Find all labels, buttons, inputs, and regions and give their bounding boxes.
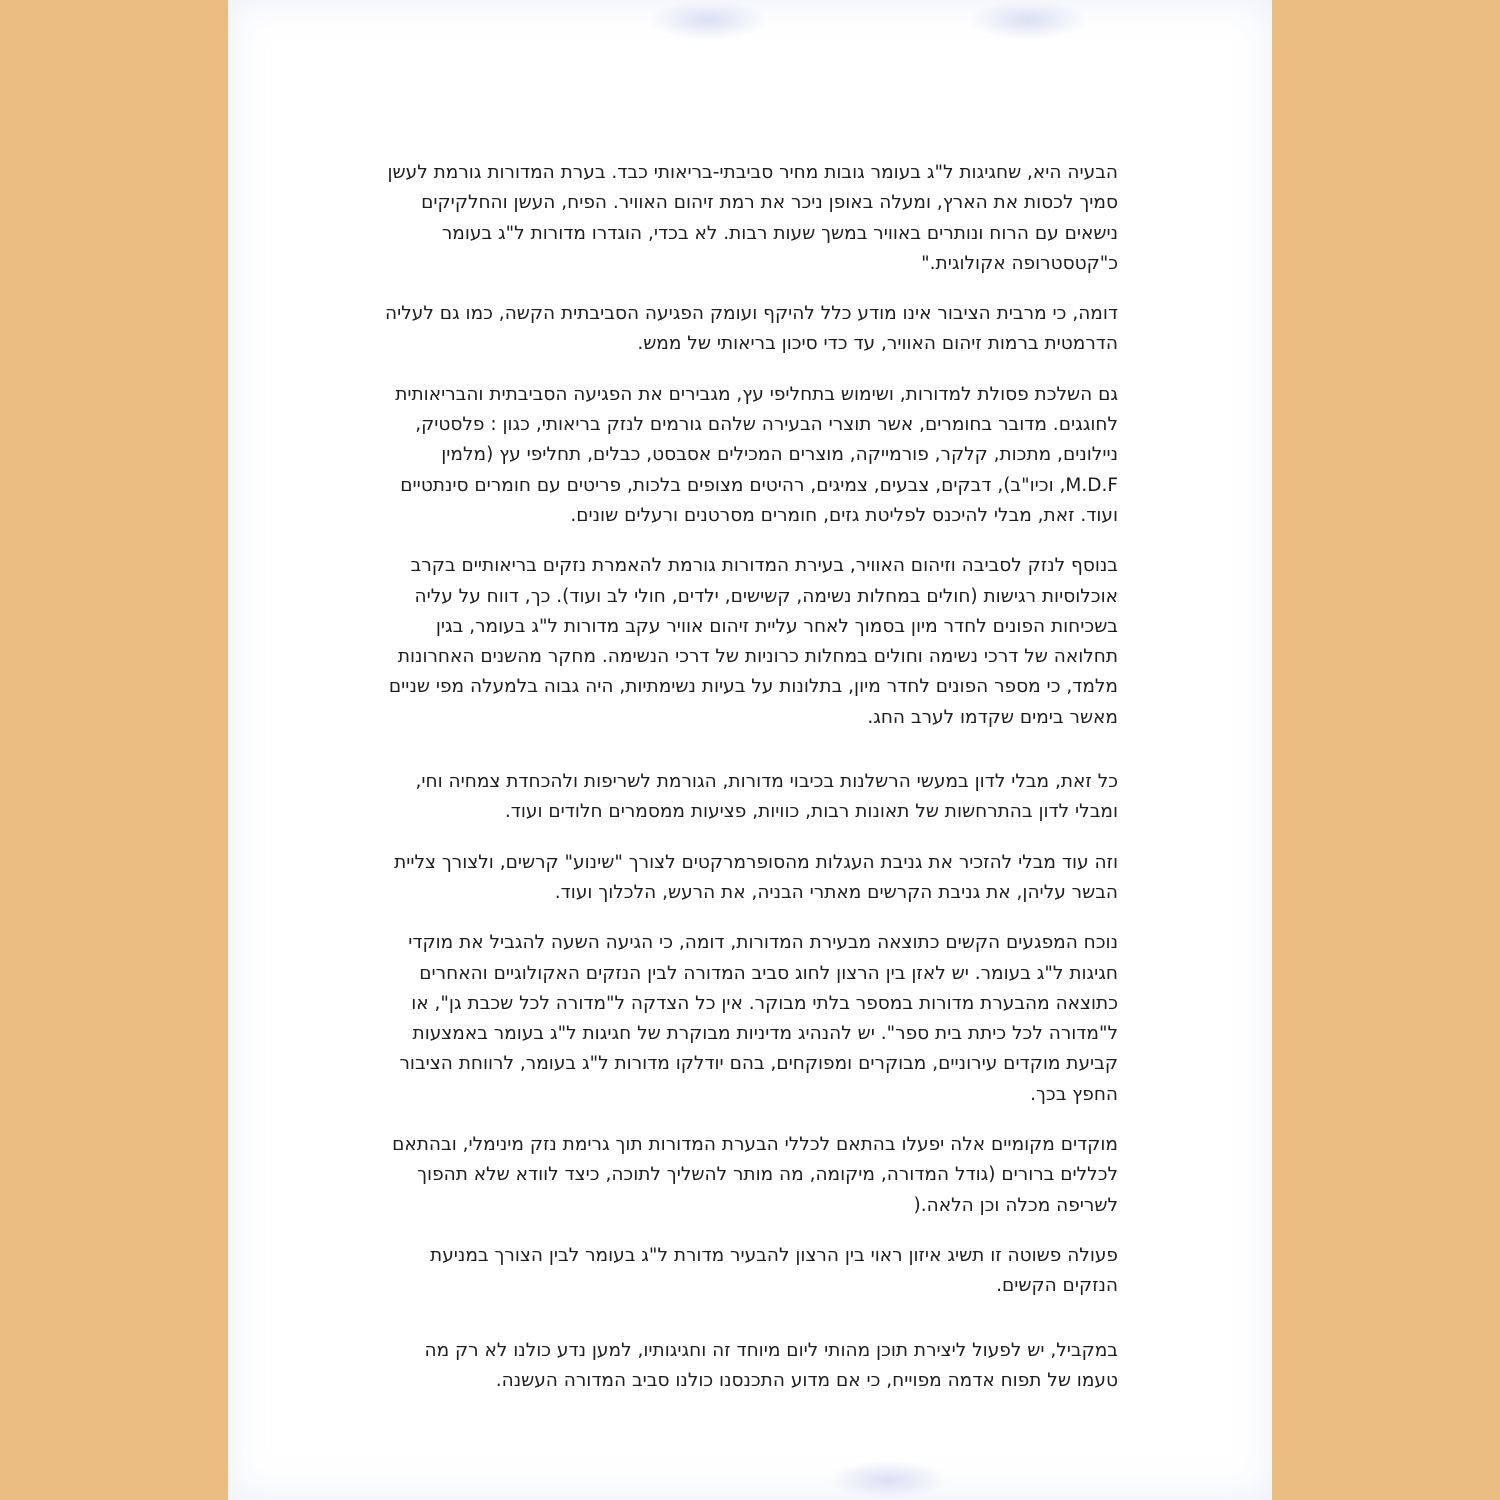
paragraph-waste-materials: גם השלכת פסולת למדורות, ושימוש בתחליפי עץ, מגבירים את הפגיעה הסביבתית והבריאותית לחוגגים. מדובר בחומרים, אשר תוצרי הבעירה שלהם גורמים לנזק בריאותי, כגון : פלסטיק, ניילונים, מתכות, קלקר, פורמייקה, מוצרים המכילים אסבסט, כבלים, תחליפי עץ (מלמין M.D.F, וכיו"ב), דבקים, צבעים, צמיגים, רהיטים מצופים בלכות, פריטים עם חומרים סינתטיים ועוד. זאת, מבלי להיכנס לפליטת גזים, חומרים מסרטנים ורעלים שונים. — [395, 383, 1118, 526]
paragraph-environmental-cost: הבעיה היא, שחגיגות ל"ג בעומר גובות מחיר סביבתי-בריאותי כבד. בערת המדורות גורמת לעשן סמיך לכסות את הארץ, ומעלה באופן ניכר את רמת זיהום האוויר. הפיח, העשן והחלקיקים נישאים עם הרוח ונותרים באוויר במשך שעות רבות. לא בכדי, הוגדרו מדורות ל"ג בעומר כ"קטסטרופה אקולוגית." — [387, 162, 1118, 274]
scan-smudge — [968, 0, 1088, 40]
document-page — [228, 0, 1272, 1500]
paragraph-local-centers: מוקדים מקומיים אלה יפעלו בהתאם לכללי הבערת המדורות תוך גרימת נזק מינימלי, ובהתאם לכללים ברורים (גודל המדורה, מיקומה, מה מותר להשליך לתוכה, כיצד לוודא שלא תהפוך לשריפה מכלה וכן הלאה.( — [392, 1134, 1118, 1216]
paragraph-balance: פעולה פשוטה זו תשיג איזון ראוי בין הרצון להבעיר מדורת ל"ג בעומר לבין הצורך במניעת הנזקים הקשים. — [430, 1244, 1118, 1297]
scan-smudge — [828, 1460, 948, 1500]
document-body — [383, 158, 1118, 1416]
paragraph-limit-bonfires: נוכח המפגעים הקשים כתוצאה מבעירת המדורות, דומה, כי הגיעה השעה להגביל את מוקדי חגיגות ל"ג בעומר. יש לאזן בין הרצון לחוג סביב המדורה לבין הנזקים האקולוגיים והאחרים כתוצאה מהבערת מדורות במספר בלתי מבוקר. אין כל הצדקה ל"מדורה לכל שכבת גן", או ל"מדורה לכל כיתת בית ספר". יש להנהיג מדיניות מבוקרת של חגיגות ל"ג בעומר באמצעות קביעת מוקדים עירוניים, מבוקרים ומפוקחים, בהם יודלקו מדורות ל"ג בעומר, לרווחת הציבור החפץ בכך. — [399, 932, 1118, 1105]
paragraph-theft: וזה עוד מבלי להזכיר את גניבת העגלות מהסופרמרקטים לצורך "שינוע" קרשים, ולצורך צליית הבשר עליהן, את גניבת הקרשים מאתרי הבניה, את הרעש, הלכלוך ועוד. — [394, 851, 1118, 903]
paragraph-health-damage: בנוסף לנזק לסביבה וזיהום האוויר, בעירת המדורות גורמת להאמרת נזקים בריאותיים בקרב אוכלוסיות רגישות (חולים במחלות נשימה, קשישים, ילדים, חולי לב ועוד). כך, דווח על עליה בשכיחות הפונים לחדר מיון בסמוך לאחר עליית זיהום אוויר עקב מדורות ל"ג בעומר, בגין תחלואה של דרכי נשימה וחולים במחלות כרוניות של דרכי הנשימה. מחקר מהשנים האחרונות מלמד, כי מספר הפונים לחדר מיון, בתלונות על בעיות נשימתיות, היה גבוה בלמעלה מפי שניים מאשר בימים שקדמו לערב החג. — [388, 555, 1118, 728]
paragraph-meaningful-content: במקביל, יש לפעול ליצירת תוכן מהותי ליום מיוחד זה וחגיגותיו, למען נדע כולנו לא רק מה טעמו של תפוח אדמה מפוייח, כי אם מדוע התכנסנו כולנו סביב המדורה העשנה. — [424, 1339, 1118, 1391]
paragraph-negligence: כל זאת, מבלי לדון במעשי הרשלנות בכיבוי מדורות, הגורמת לשריפות ולהכחדת צמחיה וחי, ומבלי לדון בהתרחשות של תאונות רבות, כוויות, פציעות ממסמרים חלודים ועוד. — [415, 771, 1118, 823]
scan-smudge — [648, 0, 768, 40]
paragraph-public-awareness: דומה, כי מרבית הציבור אינו מודע כלל להיקף ועומק הפגיעה הסביבתית הקשה, כמו גם לעליה הדרמטית ברמות זיהום האוויר, עד כדי סיכון בריאותי של ממש. — [385, 303, 1118, 355]
